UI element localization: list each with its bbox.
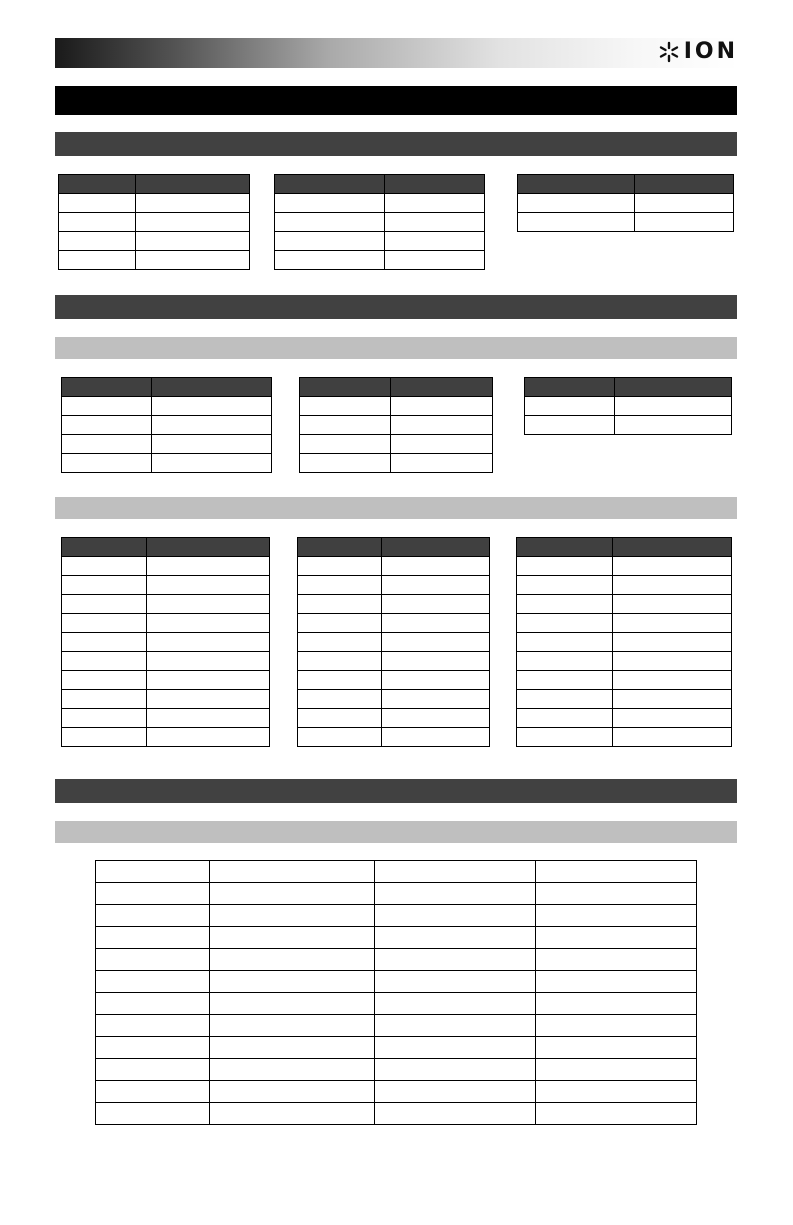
data-table	[61, 377, 272, 473]
table-row	[298, 614, 490, 633]
table-cell	[96, 1081, 210, 1103]
table-cell	[136, 194, 250, 213]
header-gradient-bar	[55, 38, 739, 68]
table-cell	[517, 595, 613, 614]
table-cell	[147, 652, 270, 671]
table-row	[298, 652, 490, 671]
table-cell	[62, 728, 147, 747]
table-row	[96, 927, 697, 949]
table-row	[525, 416, 732, 435]
table-header-cell	[96, 861, 210, 883]
table-row	[62, 435, 272, 454]
data-table	[274, 174, 485, 270]
table-cell	[613, 652, 732, 671]
table-cell	[298, 633, 382, 652]
table-cell	[275, 251, 385, 270]
asterisk-star-icon	[658, 41, 680, 63]
table-cell	[210, 1015, 375, 1037]
table-row	[59, 194, 250, 213]
table-row	[275, 194, 485, 213]
table-row	[62, 633, 270, 652]
table-cell	[62, 435, 152, 454]
table-cell	[517, 690, 613, 709]
table-row	[275, 213, 485, 232]
table-cell	[517, 614, 613, 633]
table-cell	[525, 416, 615, 435]
table-cell	[613, 576, 732, 595]
table-cell	[136, 213, 250, 232]
table-cell	[62, 690, 147, 709]
table-cell	[300, 454, 391, 473]
table-header-cell	[391, 378, 493, 397]
table-header-cell	[298, 538, 382, 557]
section-bar-2	[55, 295, 737, 319]
table-cell	[517, 652, 613, 671]
table-header-cell	[152, 378, 272, 397]
table-cell	[382, 671, 490, 690]
table-row	[96, 993, 697, 1015]
table-cell	[147, 633, 270, 652]
table-row	[525, 397, 732, 416]
table-header-cell	[385, 175, 485, 194]
table-cell	[59, 251, 136, 270]
table-cell	[517, 557, 613, 576]
table-row	[62, 397, 272, 416]
table-header-row	[59, 175, 250, 194]
table-header-cell	[136, 175, 250, 194]
table-cell	[385, 194, 485, 213]
table-cell	[298, 557, 382, 576]
table-cell	[147, 671, 270, 690]
table-cell	[613, 671, 732, 690]
table-cell	[62, 614, 147, 633]
table-row	[96, 1103, 697, 1125]
table-cell	[391, 397, 493, 416]
table-cell	[62, 671, 147, 690]
data-table	[299, 377, 493, 473]
table-row	[62, 671, 270, 690]
table-row	[96, 949, 697, 971]
data-table	[58, 174, 250, 270]
table-row	[517, 595, 732, 614]
table-cell	[536, 1059, 697, 1081]
subsection-bar-2b	[55, 497, 737, 519]
table-cell	[536, 1103, 697, 1125]
subsection-bar-2a	[55, 337, 737, 359]
data-table	[517, 174, 734, 232]
table-cell	[300, 435, 391, 454]
table-cell	[536, 883, 697, 905]
table-cell	[382, 728, 490, 747]
table-row	[96, 1015, 697, 1037]
table-row	[517, 671, 732, 690]
table-row	[62, 614, 270, 633]
table-cell	[59, 213, 136, 232]
table-cell	[391, 416, 493, 435]
table-cell	[382, 633, 490, 652]
data-table	[61, 537, 270, 747]
table-row	[517, 576, 732, 595]
table-row	[298, 709, 490, 728]
table-row	[59, 232, 250, 251]
table-header-row	[275, 175, 485, 194]
table-cell	[152, 397, 272, 416]
table-cell	[300, 416, 391, 435]
table-cell	[96, 905, 210, 927]
table-row	[62, 416, 272, 435]
table-cell	[517, 576, 613, 595]
table-cell	[385, 251, 485, 270]
table-cell	[375, 949, 536, 971]
subsection-bar-3a	[55, 821, 737, 843]
table-header-cell	[613, 538, 732, 557]
table-cell	[210, 1103, 375, 1125]
table-cell	[613, 728, 732, 747]
table-row	[298, 576, 490, 595]
table-cell	[147, 595, 270, 614]
table-row	[298, 557, 490, 576]
table-header-row	[96, 861, 697, 883]
table-row	[298, 728, 490, 747]
table-row	[517, 690, 732, 709]
table-cell	[136, 251, 250, 270]
table-cell	[147, 576, 270, 595]
table-cell	[536, 1015, 697, 1037]
table-cell	[517, 671, 613, 690]
data-table	[516, 537, 732, 747]
table-cell	[59, 194, 136, 213]
logo-text: ION	[683, 39, 738, 64]
table-cell	[536, 993, 697, 1015]
table-row	[517, 557, 732, 576]
table-cell	[275, 194, 385, 213]
table-cell	[613, 633, 732, 652]
table-header-cell	[536, 861, 697, 883]
table-cell	[147, 690, 270, 709]
table-cell	[298, 595, 382, 614]
table-cell	[298, 671, 382, 690]
table-row	[59, 251, 250, 270]
table-cell	[275, 232, 385, 251]
table-cell	[613, 614, 732, 633]
table-cell	[375, 883, 536, 905]
table-row	[518, 194, 734, 213]
table-cell	[62, 454, 152, 473]
table-cell	[375, 1059, 536, 1081]
table-cell	[525, 397, 615, 416]
table-row	[96, 1037, 697, 1059]
table-cell	[391, 435, 493, 454]
table-cell	[375, 905, 536, 927]
table-cell	[210, 905, 375, 927]
section-bar-3	[55, 779, 737, 803]
table-row	[517, 633, 732, 652]
table-cell	[210, 1037, 375, 1059]
table-cell	[536, 905, 697, 927]
table-cell	[152, 416, 272, 435]
table-cell	[210, 883, 375, 905]
table-row	[300, 397, 493, 416]
table-cell	[536, 949, 697, 971]
table-cell	[375, 1081, 536, 1103]
table-cell	[615, 416, 732, 435]
table-header-cell	[62, 538, 147, 557]
table-cell	[152, 435, 272, 454]
page-title-bar	[55, 86, 737, 115]
table-cell	[382, 614, 490, 633]
table-header-cell	[382, 538, 490, 557]
table-cell	[382, 690, 490, 709]
table-cell	[375, 1103, 536, 1125]
table-cell	[147, 709, 270, 728]
table-cell	[298, 614, 382, 633]
table-cell	[96, 883, 210, 905]
table-cell	[517, 728, 613, 747]
table-cell	[382, 709, 490, 728]
table-header-cell	[300, 378, 391, 397]
table-cell	[59, 232, 136, 251]
table-cell	[635, 213, 734, 232]
table-row	[517, 652, 732, 671]
table-row	[300, 416, 493, 435]
table-cell	[536, 1037, 697, 1059]
table-header-cell	[517, 538, 613, 557]
table-cell	[298, 709, 382, 728]
data-table	[524, 377, 732, 435]
table-header-row	[300, 378, 493, 397]
table-cell	[96, 1059, 210, 1081]
table-cell	[375, 971, 536, 993]
table-cell	[382, 557, 490, 576]
section-bar-1	[55, 132, 737, 156]
table-row	[62, 728, 270, 747]
table-row	[62, 690, 270, 709]
table-cell	[375, 1037, 536, 1059]
table-cell	[62, 416, 152, 435]
table-cell	[147, 728, 270, 747]
table-cell	[298, 690, 382, 709]
table-cell	[96, 1103, 210, 1125]
table-cell	[613, 709, 732, 728]
table-cell	[136, 232, 250, 251]
table-cell	[210, 927, 375, 949]
table-cell	[275, 213, 385, 232]
table-cell	[536, 927, 697, 949]
table-row	[298, 690, 490, 709]
table-row	[298, 595, 490, 614]
table-row	[96, 883, 697, 905]
table-cell	[517, 709, 613, 728]
table-cell	[536, 1081, 697, 1103]
table-row	[62, 709, 270, 728]
table-cell	[96, 993, 210, 1015]
table-row	[275, 232, 485, 251]
table-cell	[96, 1015, 210, 1037]
table-cell	[210, 1081, 375, 1103]
table-header-cell	[635, 175, 734, 194]
table-header-row	[62, 538, 270, 557]
table-header-cell	[147, 538, 270, 557]
table-header-row	[518, 175, 734, 194]
table-cell	[375, 927, 536, 949]
table-row	[59, 213, 250, 232]
table-row	[96, 905, 697, 927]
table-header-cell	[210, 861, 375, 883]
table-cell	[375, 1015, 536, 1037]
table-cell	[210, 949, 375, 971]
table-cell	[613, 690, 732, 709]
table-row	[275, 251, 485, 270]
table-cell	[382, 652, 490, 671]
table-header-row	[525, 378, 732, 397]
table-cell	[536, 971, 697, 993]
table-row	[96, 971, 697, 993]
table-cell	[210, 993, 375, 1015]
table-row	[62, 595, 270, 614]
table-row	[298, 633, 490, 652]
table-row	[298, 671, 490, 690]
table-row	[62, 652, 270, 671]
table-cell	[147, 557, 270, 576]
table-cell	[62, 576, 147, 595]
table-header-cell	[59, 175, 136, 194]
table-cell	[210, 1059, 375, 1081]
brand-logo	[658, 40, 738, 64]
table-cell	[615, 397, 732, 416]
table-header-row	[517, 538, 732, 557]
table-header-cell	[525, 378, 615, 397]
table-header-cell	[62, 378, 152, 397]
table-cell	[385, 232, 485, 251]
table-cell	[517, 633, 613, 652]
table-cell	[298, 728, 382, 747]
table-row	[300, 454, 493, 473]
table-row	[518, 213, 734, 232]
table-header-row	[298, 538, 490, 557]
table-cell	[62, 652, 147, 671]
table-header-cell	[275, 175, 385, 194]
table-cell	[147, 614, 270, 633]
table-row	[517, 728, 732, 747]
table-row	[62, 557, 270, 576]
table-header-cell	[375, 861, 536, 883]
table-cell	[385, 213, 485, 232]
table-row	[517, 709, 732, 728]
table-cell	[518, 194, 635, 213]
table-cell	[62, 557, 147, 576]
table-cell	[96, 971, 210, 993]
table-row	[517, 614, 732, 633]
data-table	[297, 537, 490, 747]
table-row	[62, 454, 272, 473]
table-cell	[382, 576, 490, 595]
table-cell	[298, 576, 382, 595]
table-cell	[96, 1037, 210, 1059]
table-cell	[613, 595, 732, 614]
table-header-row	[62, 378, 272, 397]
table-row	[96, 1059, 697, 1081]
table-cell	[62, 595, 147, 614]
table-cell	[62, 709, 147, 728]
table-cell	[62, 633, 147, 652]
table-row	[96, 1081, 697, 1103]
table-row	[62, 576, 270, 595]
table-cell	[152, 454, 272, 473]
table-row	[300, 435, 493, 454]
table-cell	[96, 949, 210, 971]
table-cell	[375, 993, 536, 1015]
table-cell	[391, 454, 493, 473]
table-cell	[62, 397, 152, 416]
table-header-cell	[615, 378, 732, 397]
table-cell	[635, 194, 734, 213]
table-cell	[382, 595, 490, 614]
table-cell	[518, 213, 635, 232]
table-cell	[210, 971, 375, 993]
table-cell	[298, 652, 382, 671]
data-table	[95, 860, 697, 1125]
table-cell	[96, 927, 210, 949]
table-cell	[613, 557, 732, 576]
table-cell	[300, 397, 391, 416]
table-header-cell	[518, 175, 635, 194]
